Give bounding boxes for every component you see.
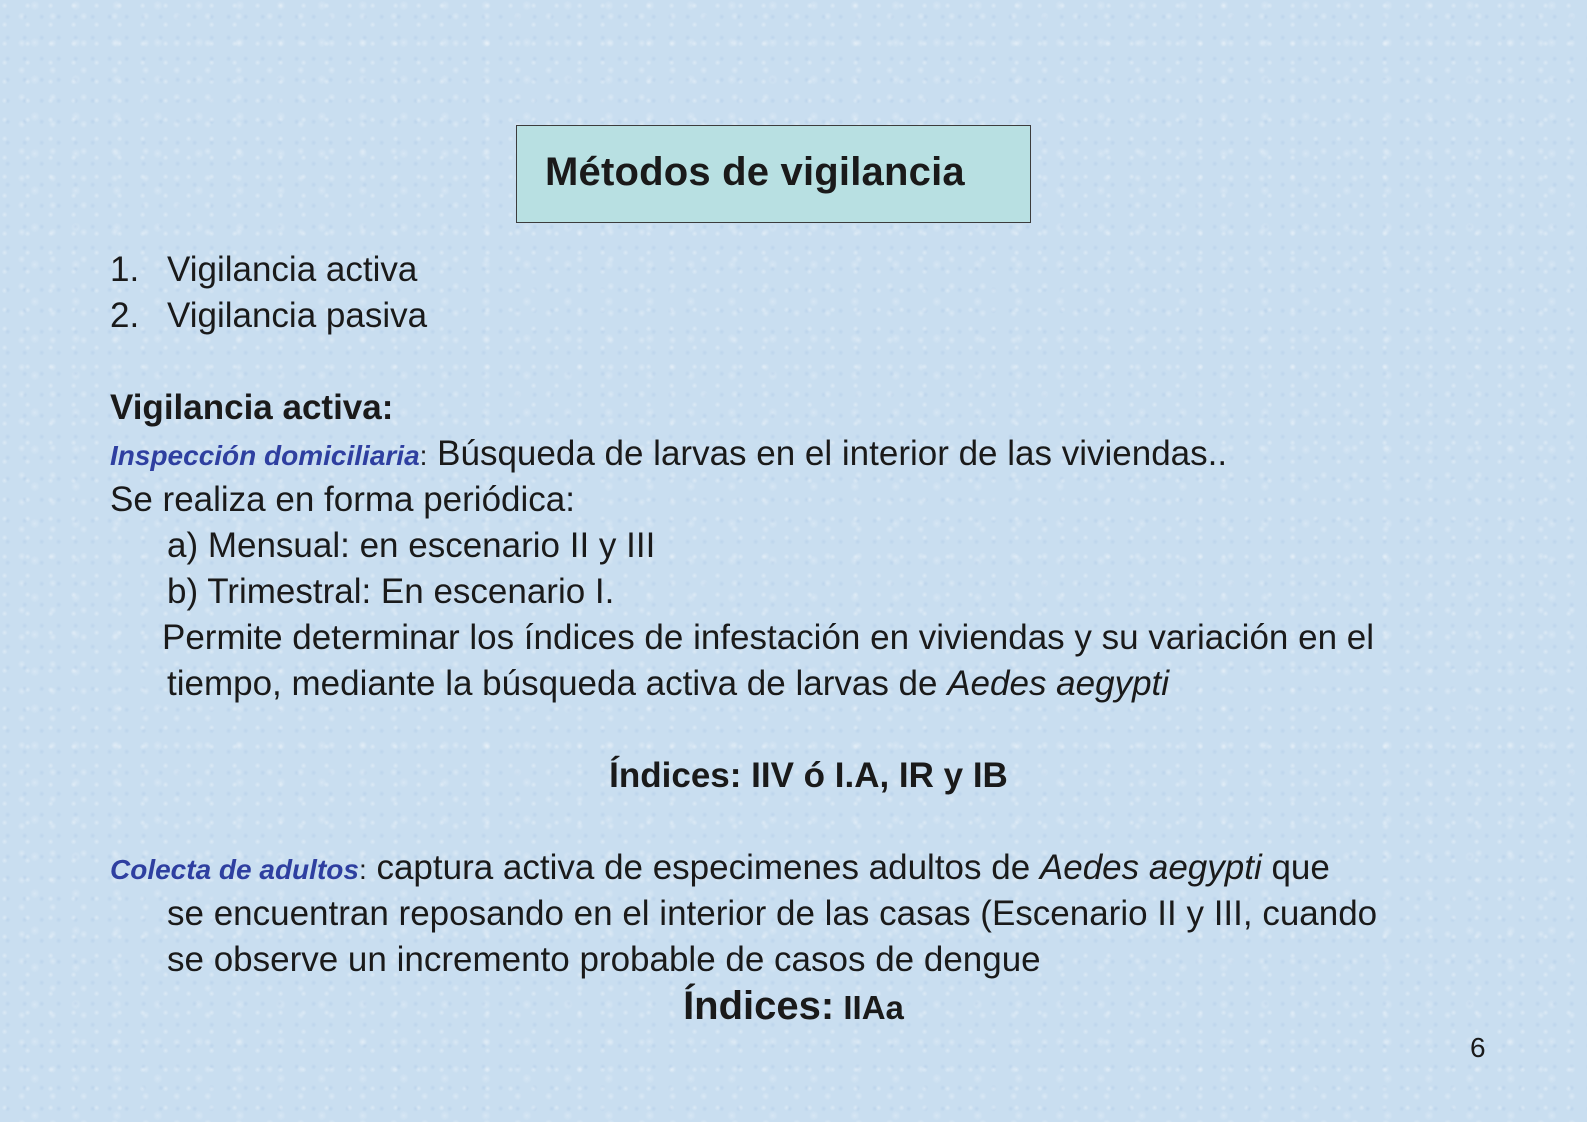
inspeccion-term: Inspección domiciliaria [110,440,420,471]
colecta-term: Colecta de adultos [110,854,359,885]
indices-adults [0,983,1587,1031]
list-item-1 [110,247,417,293]
indices-active [0,753,1587,799]
colecta-text: captura activa de especimenes adultos de [366,848,1040,887]
colecta-line-3: se observe un incremento probable de casos de dengue [167,940,1041,979]
indices-label: Índices: [609,756,742,795]
indices-value: IIV ó I.A, IR y IB [741,756,1008,795]
list-label: Vigilancia pasiva [167,296,428,335]
list-number: 2. [110,296,140,335]
list-number: 1. [110,250,140,289]
permite-text: tiempo, mediante la búsqueda activa de larvas de [167,664,948,703]
inspeccion-colon: : [419,440,428,471]
inspeccion-line [110,431,1227,479]
colecta-line-1 [110,845,1330,893]
species-name: Aedes aegypti [947,664,1170,703]
colecta-colon: : [358,854,367,885]
slide-title: Métodos de vigilancia [545,150,965,194]
option-a: a) Mensual: en escenario II y III [167,526,656,565]
list-item-2 [110,293,427,339]
inspeccion-desc: Búsqueda de larvas en el interior de las viviendas.. [427,434,1228,473]
title-box [516,125,1031,223]
species-name: Aedes aegypti [1039,848,1262,887]
colecta-line-2: se encuentran reposando en el interior de las casas (Escenario II y III, cuando [167,894,1378,933]
colecta-text-end: que [1261,848,1330,887]
option-b: b) Trimestral: En escenario I. [167,572,615,611]
list-label: Vigilancia activa [167,250,418,289]
periodic-line: Se realiza en forma periódica: [110,480,575,519]
permite-line-1: Permite determinar los índices de infestación en viviendas y su variación en el [162,618,1375,657]
indices-value: IIAa [834,989,904,1026]
page-number: 6 [1470,1032,1486,1063]
permite-line-2 [167,661,1169,707]
indices-label: Índices: [683,984,835,1028]
section-heading: Vigilancia activa: [110,388,394,427]
